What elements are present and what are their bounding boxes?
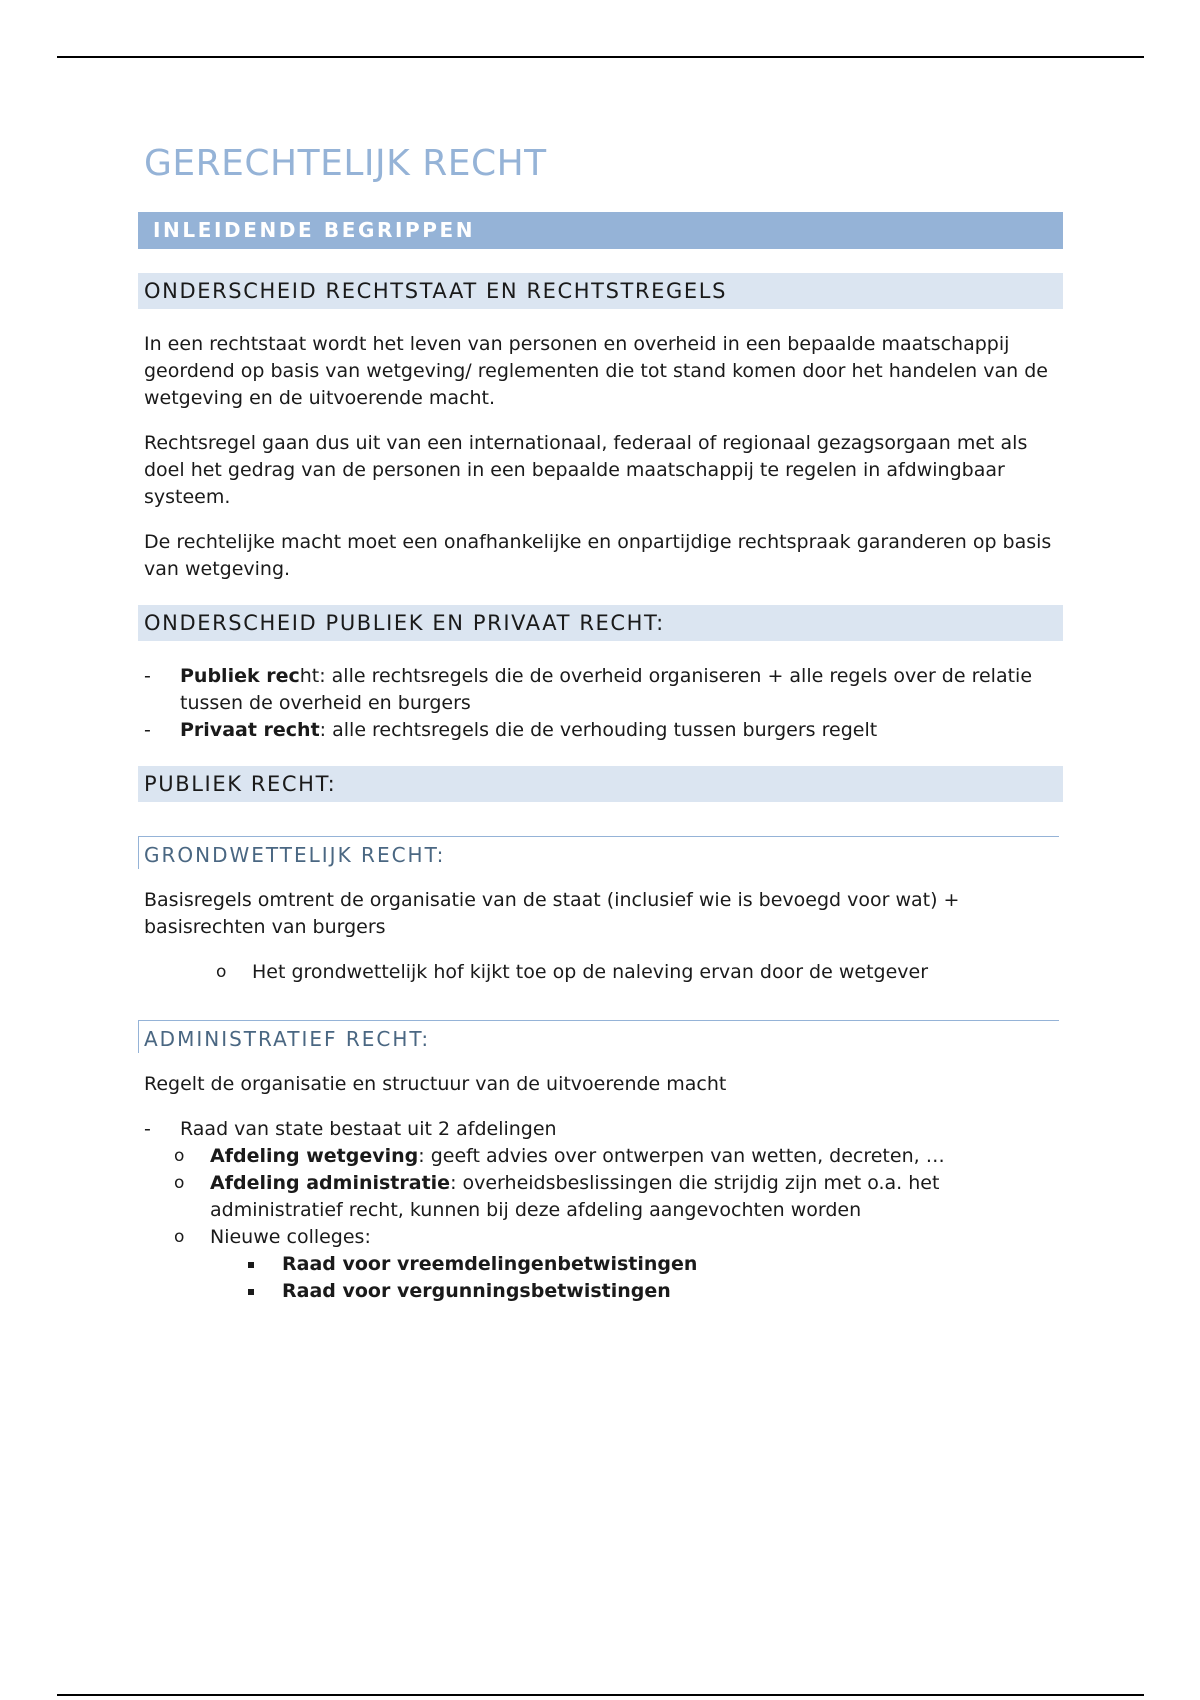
list-item: [138, 1143, 1063, 1170]
header-rule: [57, 56, 1144, 58]
list-administratief: [138, 1116, 1063, 1305]
paragraph-administratief: Regelt de organisatie en structuur van de uitvoerende macht: [144, 1073, 727, 1095]
definition-privaat-recht: : alle rechtsregels die de verhouding tussen burgers regelt: [319, 719, 878, 741]
term-privaat-recht: Privaat recht: [180, 719, 320, 741]
list-colleges: [210, 1251, 1063, 1305]
heading-onderscheid-rechtstaat: ONDERSCHEID RECHTSTAAT EN RECHTSTREGELS: [138, 273, 1063, 309]
heading-publiek-privaat: ONDERSCHEID PUBLIEK EN PRIVAAT RECHT:: [138, 605, 1063, 641]
list-item: [138, 1116, 1063, 1305]
term-afdeling-wetgeving: Afdeling wetgeving: [210, 1145, 419, 1167]
list-item: [138, 717, 1063, 744]
list-item: [210, 1251, 1063, 1278]
paragraph-rechtelijke-macht: De rechtelijke macht moet een onafhankelijke en onpartijdige rechtspraak garanderen op basis van wetgeving.: [144, 531, 1052, 580]
college-vergunningsbetwistingen: Raad voor vergunningsbetwistingen: [282, 1280, 671, 1302]
heading-inleidende-begrippen: INLEIDENDE BEGRIPPEN: [138, 212, 1063, 249]
list-grondwettelijk: [138, 959, 1063, 986]
heading-publiek-recht: PUBLIEK RECHT:: [138, 766, 1063, 802]
heading-grondwettelijk-recht: GRONDWETTELIJK RECHT:: [138, 836, 1059, 869]
list-item: [138, 1170, 1063, 1224]
document-body: [138, 140, 1063, 1305]
list-item: o Het grondwettelijk hof kijkt toe op de naleving ervan door de wetgever: [138, 959, 1063, 986]
list-publiek-privaat: [138, 663, 1063, 744]
heading-administratief-recht: ADMINISTRATIEF RECHT:: [138, 1020, 1059, 1053]
item-raad-van-state: Raad van state bestaat uit 2 afdelingen: [180, 1118, 557, 1140]
item-nieuwe-colleges: Nieuwe colleges:: [210, 1226, 371, 1248]
definition-afdeling-wetgeving: : geeft advies over ontwerpen van wetten, decreten, …: [418, 1145, 945, 1167]
college-vreemdelingenbetwistingen: Raad voor vreemdelingenbetwistingen: [282, 1253, 698, 1275]
list-afdelingen: [138, 1143, 1063, 1305]
paragraph-grondwettelijk: Basisregels omtrent de organisatie van de staat (inclusief wie is bevoegd voor wat) + basisrechten van burgers: [144, 889, 960, 938]
paragraph-rechtsregel: Rechtsregel gaan dus uit van een internationaal, federaal of regionaal gezagsorgaan met als doel het gedrag van de personen in een bepaalde maatschappij te regelen in afdwingbaar systeem.: [144, 432, 1028, 508]
list-item: [138, 1224, 1063, 1305]
list-item: [138, 663, 1063, 717]
paragraph-rechtstaat: In een rechtstaat wordt het leven van personen en overheid in een bepaalde maatschappij geordend op basis van wetgeving/ reglementen die tot stand komen door het handelen van de wetgeving en de uitvoerende macht.: [144, 333, 1048, 409]
list-item: [210, 1278, 1063, 1305]
footer-rule: [57, 1694, 1144, 1696]
document-title: GERECHTELIJK RECHT: [144, 143, 547, 184]
term-afdeling-administratie: Afdeling administratie: [210, 1172, 451, 1194]
term-publiek-recht: Publiek rec: [180, 665, 300, 687]
definition-publiek-recht: ht: alle rechtsregels die de overheid organiseren + alle regels over de relatie tussen de overheid en burgers: [180, 665, 1033, 714]
definition-afdeling-administratie: : overheidsbeslissingen die strijdig zijn met o.a. het administratief recht, kunnen bij deze afdeling aangevochten worden: [210, 1172, 940, 1221]
